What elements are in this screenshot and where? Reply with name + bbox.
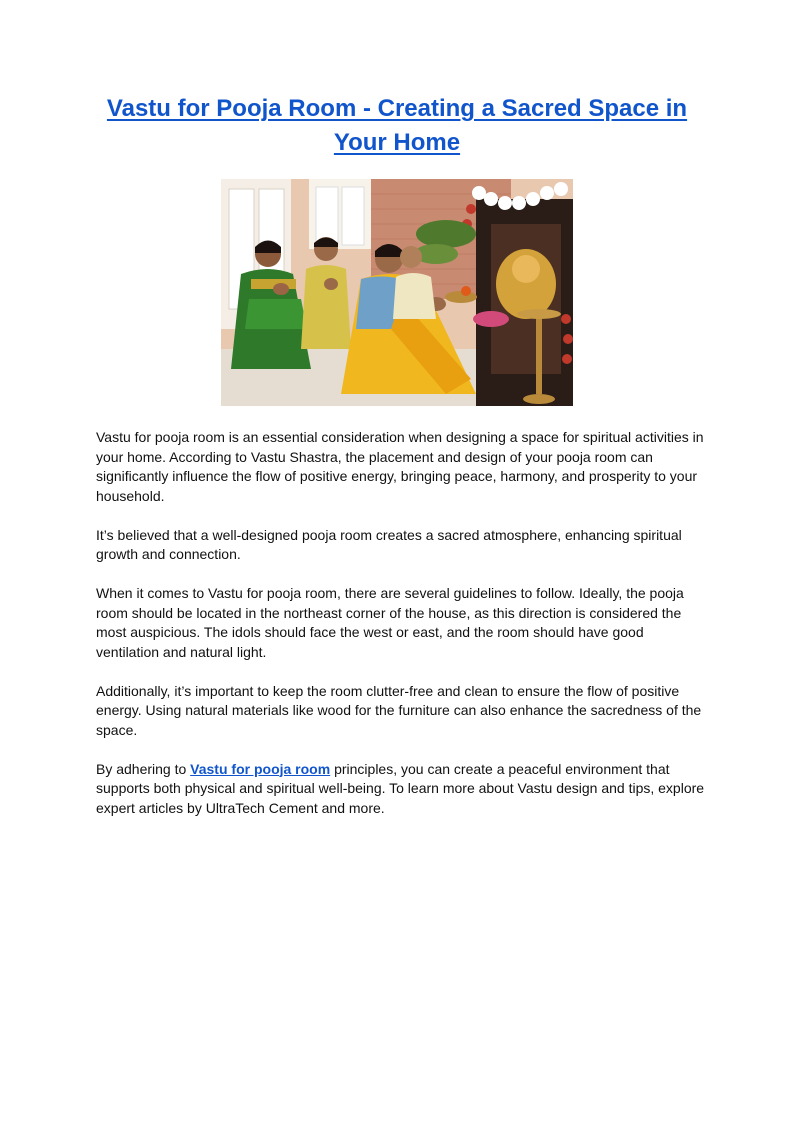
page-title — [90, 92, 704, 160]
paragraph: When it comes to Vastu for pooja room, there are several guidelines to follow. Ideally, the pooja room should be located in the northeast corner of the house, as this direction is considered the most auspicious. The idols should face the west or east, and the room should have good ventilation and natural light. — [96, 585, 684, 660]
vastu-pooja-room-link[interactable]: Vastu for pooja room — [190, 760, 331, 777]
paragraph: Additionally, it’s important to keep the room clutter-free and clean to ensure the flow of positive energy. Using natural materials like wood for the furniture can also enhance the sacredness of the space. — [96, 682, 702, 738]
paragraph: It’s believed that a well-designed pooja room creates a sacred atmosphere, enhancing spiritual growth and connection. — [96, 526, 682, 562]
closing-paragraph — [96, 760, 706, 819]
hero-image — [221, 179, 573, 406]
closing-text-end: principles, you can create a peaceful environment that supports both physical and spiritual well-being. To learn more about Vastu design and tips, explore expert articles by UltraTech Cement and more. — [96, 760, 705, 816]
article-body — [96, 428, 706, 838]
title-link[interactable]: Vastu for Pooja Room - Creating a Sacred Space in Your Home — [106, 95, 688, 156]
closing-text-start: By adhering to — [96, 760, 191, 777]
paragraph: Vastu for pooja room is an essential consideration when designing a space for spiritual activities in your home. According to Vastu Shastra, the placement and design of your pooja room can significantly influence the flow of positive energy, bringing peace, harmony, and prosperity to your household. — [96, 429, 704, 504]
